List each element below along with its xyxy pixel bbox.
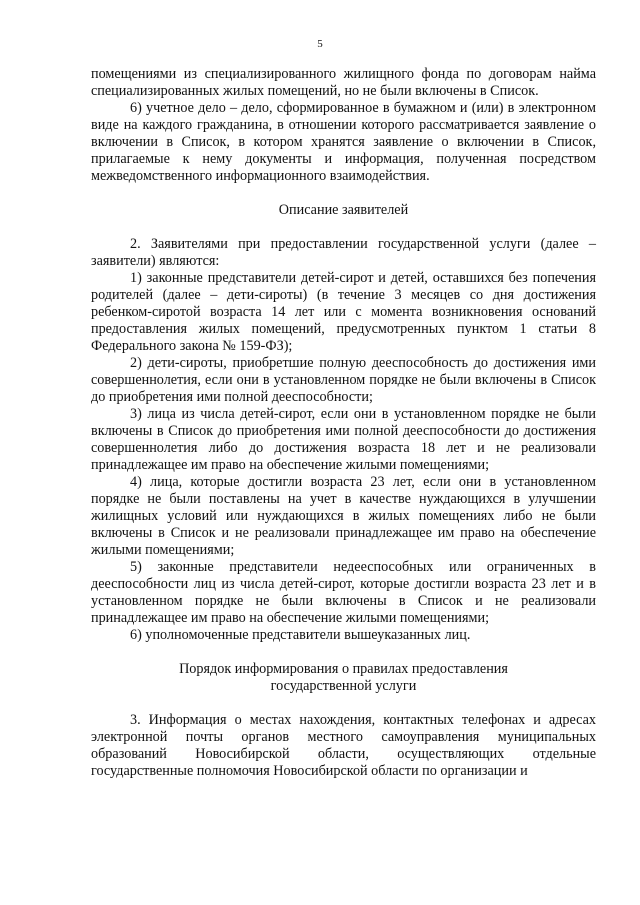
section-heading-informing-line2: государственной услуги	[270, 678, 417, 694]
paragraph-continuation: помещениями из специализированного жилищного фонда по договорам найма специализированных жилых помещений, но не были включены в Список.	[91, 66, 596, 99]
list-item-4: 4) лица, которые достигли возраста 23 лет, если они в установленном порядке не были поставлены на учет в качестве нуждающихся в улучшении жилищных условий или нуждающихся в жилых помещениях либо не были включены в Список и не реализовали принадлежащее им право на обеспечение жилыми помещениями;	[91, 474, 596, 558]
list-item-3: 3) лица из числа детей-сирот, если они в установленном порядке не были включены в Список до приобретения ими полной дееспособности до достижения совершеннолетия либо до достижения возраста 18 лет и не реализовали принадлежащее им право на обеспечение жилыми помещениями;	[91, 406, 596, 473]
page-number: 5	[317, 38, 323, 50]
list-item-1: 1) законные представители детей-сирот и детей, оставшихся без попечения родителей (далее – дети-сироты) (в течение 3 месяцев со дня достижения ребенком-сиротой возраста 14 лет или с момента возникновения оснований предоставления жилых помещений, предусмотренных пунктом 1 статьи 8 Федерального закона № 159-ФЗ);	[91, 270, 596, 354]
document-body	[91, 66, 596, 780]
list-item-5: 5) законные представители недееспособных или ограниченных в дееспособности лиц из числа детей-сирот, которые достигли возраста 23 лет и в установленном порядке не были включены в Список и не реализовали принадлежащее им право на обеспечение жилыми помещениями;	[91, 559, 596, 626]
list-item-6: 6) уполномоченные представители вышеуказанных лиц.	[130, 627, 471, 643]
paragraph-2-applicants: 2. Заявителями при предоставлении государственной услуги (далее – заявители) являются:	[91, 236, 596, 269]
section-heading-applicants: Описание заявителей	[278, 202, 409, 218]
list-item-2: 2) дети-сироты, приобретшие полную дееспособность до достижения ими совершеннолетия, если они в установленном порядке не были включены в Список до приобретения ими полной дееспособности;	[91, 355, 596, 405]
section-heading-informing-line1: Порядок информирования о правилах предоставления	[179, 661, 508, 677]
paragraph-item-6-case-file: 6) учетное дело – дело, сформированное в бумажном и (или) в электронном виде на каждого гражданина, в отношении которого рассматривается заявление о включении в Список, в котором хранятся заявление о включении в Список, прилагаемые к нему документы и информация, полученная посредством межведомственного информационного взаимодействия.	[91, 100, 596, 184]
paragraph-3-information: 3. Информация о местах нахождения, контактных телефонах и адресах электронной почты органов местного самоуправления муниципальных образований Новосибирской области, осуществляющих отдельные государственные полномочия Новосибирской области по организации и	[91, 712, 596, 779]
